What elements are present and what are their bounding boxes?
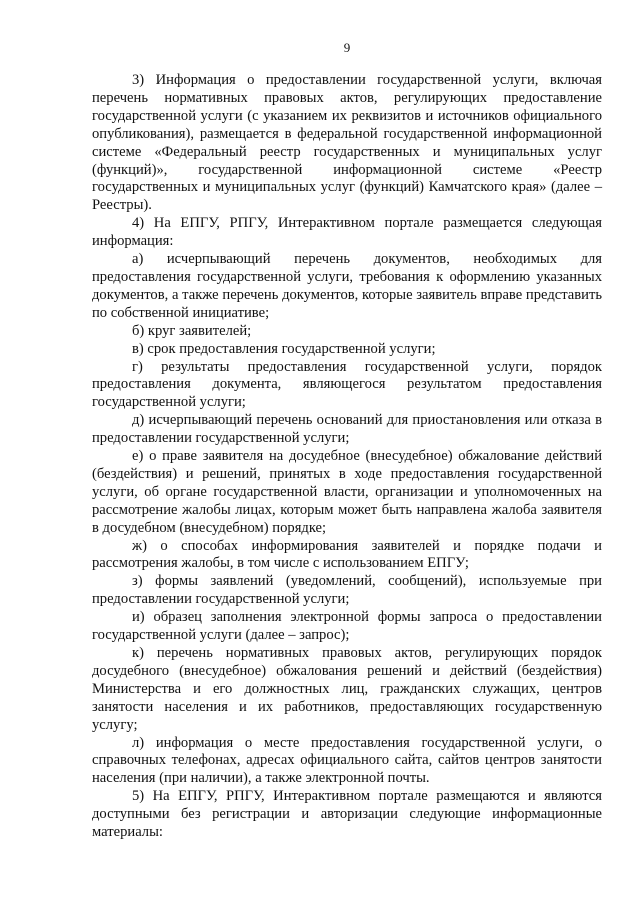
paragraph-4z: з) формы заявлений (уведомлений, сообщений), используемые при предоставлении государственной услуги; (92, 573, 602, 608)
paragraph-5: 5) На ЕПГУ, РПГУ, Интерактивном портале размещаются и являются доступными без регистрации и авторизации следующие информационные материалы: (92, 788, 602, 841)
paragraph-3: 3) Информация о предоставлении государственной услуги, включая перечень нормативных правовых актов, регулирующих предоставление государственной услуги (с указанием их реквизитов и источников официального опубликования), размещается в федеральной государственной информационной системе «Федеральный реестр государственных и муниципальных услуг (функций)», государственной информационной системе «Реестр государственных и муниципальных услуг (функций) Камчатского края» (далее – Реестры). (92, 72, 602, 214)
paragraph-4k: к) перечень нормативных правовых актов, регулирующих порядок досудебного (внесудебное) обжалования решений и действий (бездействия) Министерства и его должностных лиц, гражданских служащих, центров занятости населения и их работников, предоставляющих государственную услугу; (92, 645, 602, 733)
document-body (92, 72, 602, 842)
paragraph-4i: и) образец заполнения электронной формы запроса о предоставлении государственной услуги (далее – запрос); (92, 609, 602, 644)
paragraph-4b: б) круг заявителей; (132, 322, 252, 339)
paragraph-4a: а) исчерпывающий перечень документов, необходимых для предоставления государственной услуги, требования к оформлению указанных документов, а также перечень документов, которые заявитель вправе представить по собственной инициативе; (92, 251, 602, 321)
paragraph-4l: л) информация о месте предоставления государственной услуги, о справочных телефонах, адресах официального сайта, сайтов центров занятости населения (при наличии), а также электронной почты. (92, 734, 602, 787)
paragraph-4d: д) исчерпывающий перечень оснований для приостановления или отказа в предоставлении государственной услуги; (92, 412, 602, 447)
paragraph-4zh: ж) о способах информирования заявителей и порядке подачи и рассмотрения жалобы, в том числе с использованием ЕПГУ; (92, 537, 602, 572)
paragraph-4: 4) На ЕПГУ, РПГУ, Интерактивном портале размещается следующая информация: (92, 215, 602, 250)
page-number: 9 (343, 40, 351, 55)
paragraph-4v: в) срок предоставления государственной услуги; (132, 340, 436, 357)
paragraph-4g: г) результаты предоставления государственной услуги, порядок предоставления документа, являющегося результатом предоставления государственной услуги; (92, 358, 602, 411)
paragraph-4e: е) о праве заявителя на досудебное (внесудебное) обжалование действий (бездействия) и решений, принятых в ходе предоставления государственной услуги, об органе государственной власти, организации и уполномоченных на рассмотрение жалобы лицах, которым может быть направлена жалоба заявителя в досудебном (внесудебном) порядке; (92, 448, 602, 536)
